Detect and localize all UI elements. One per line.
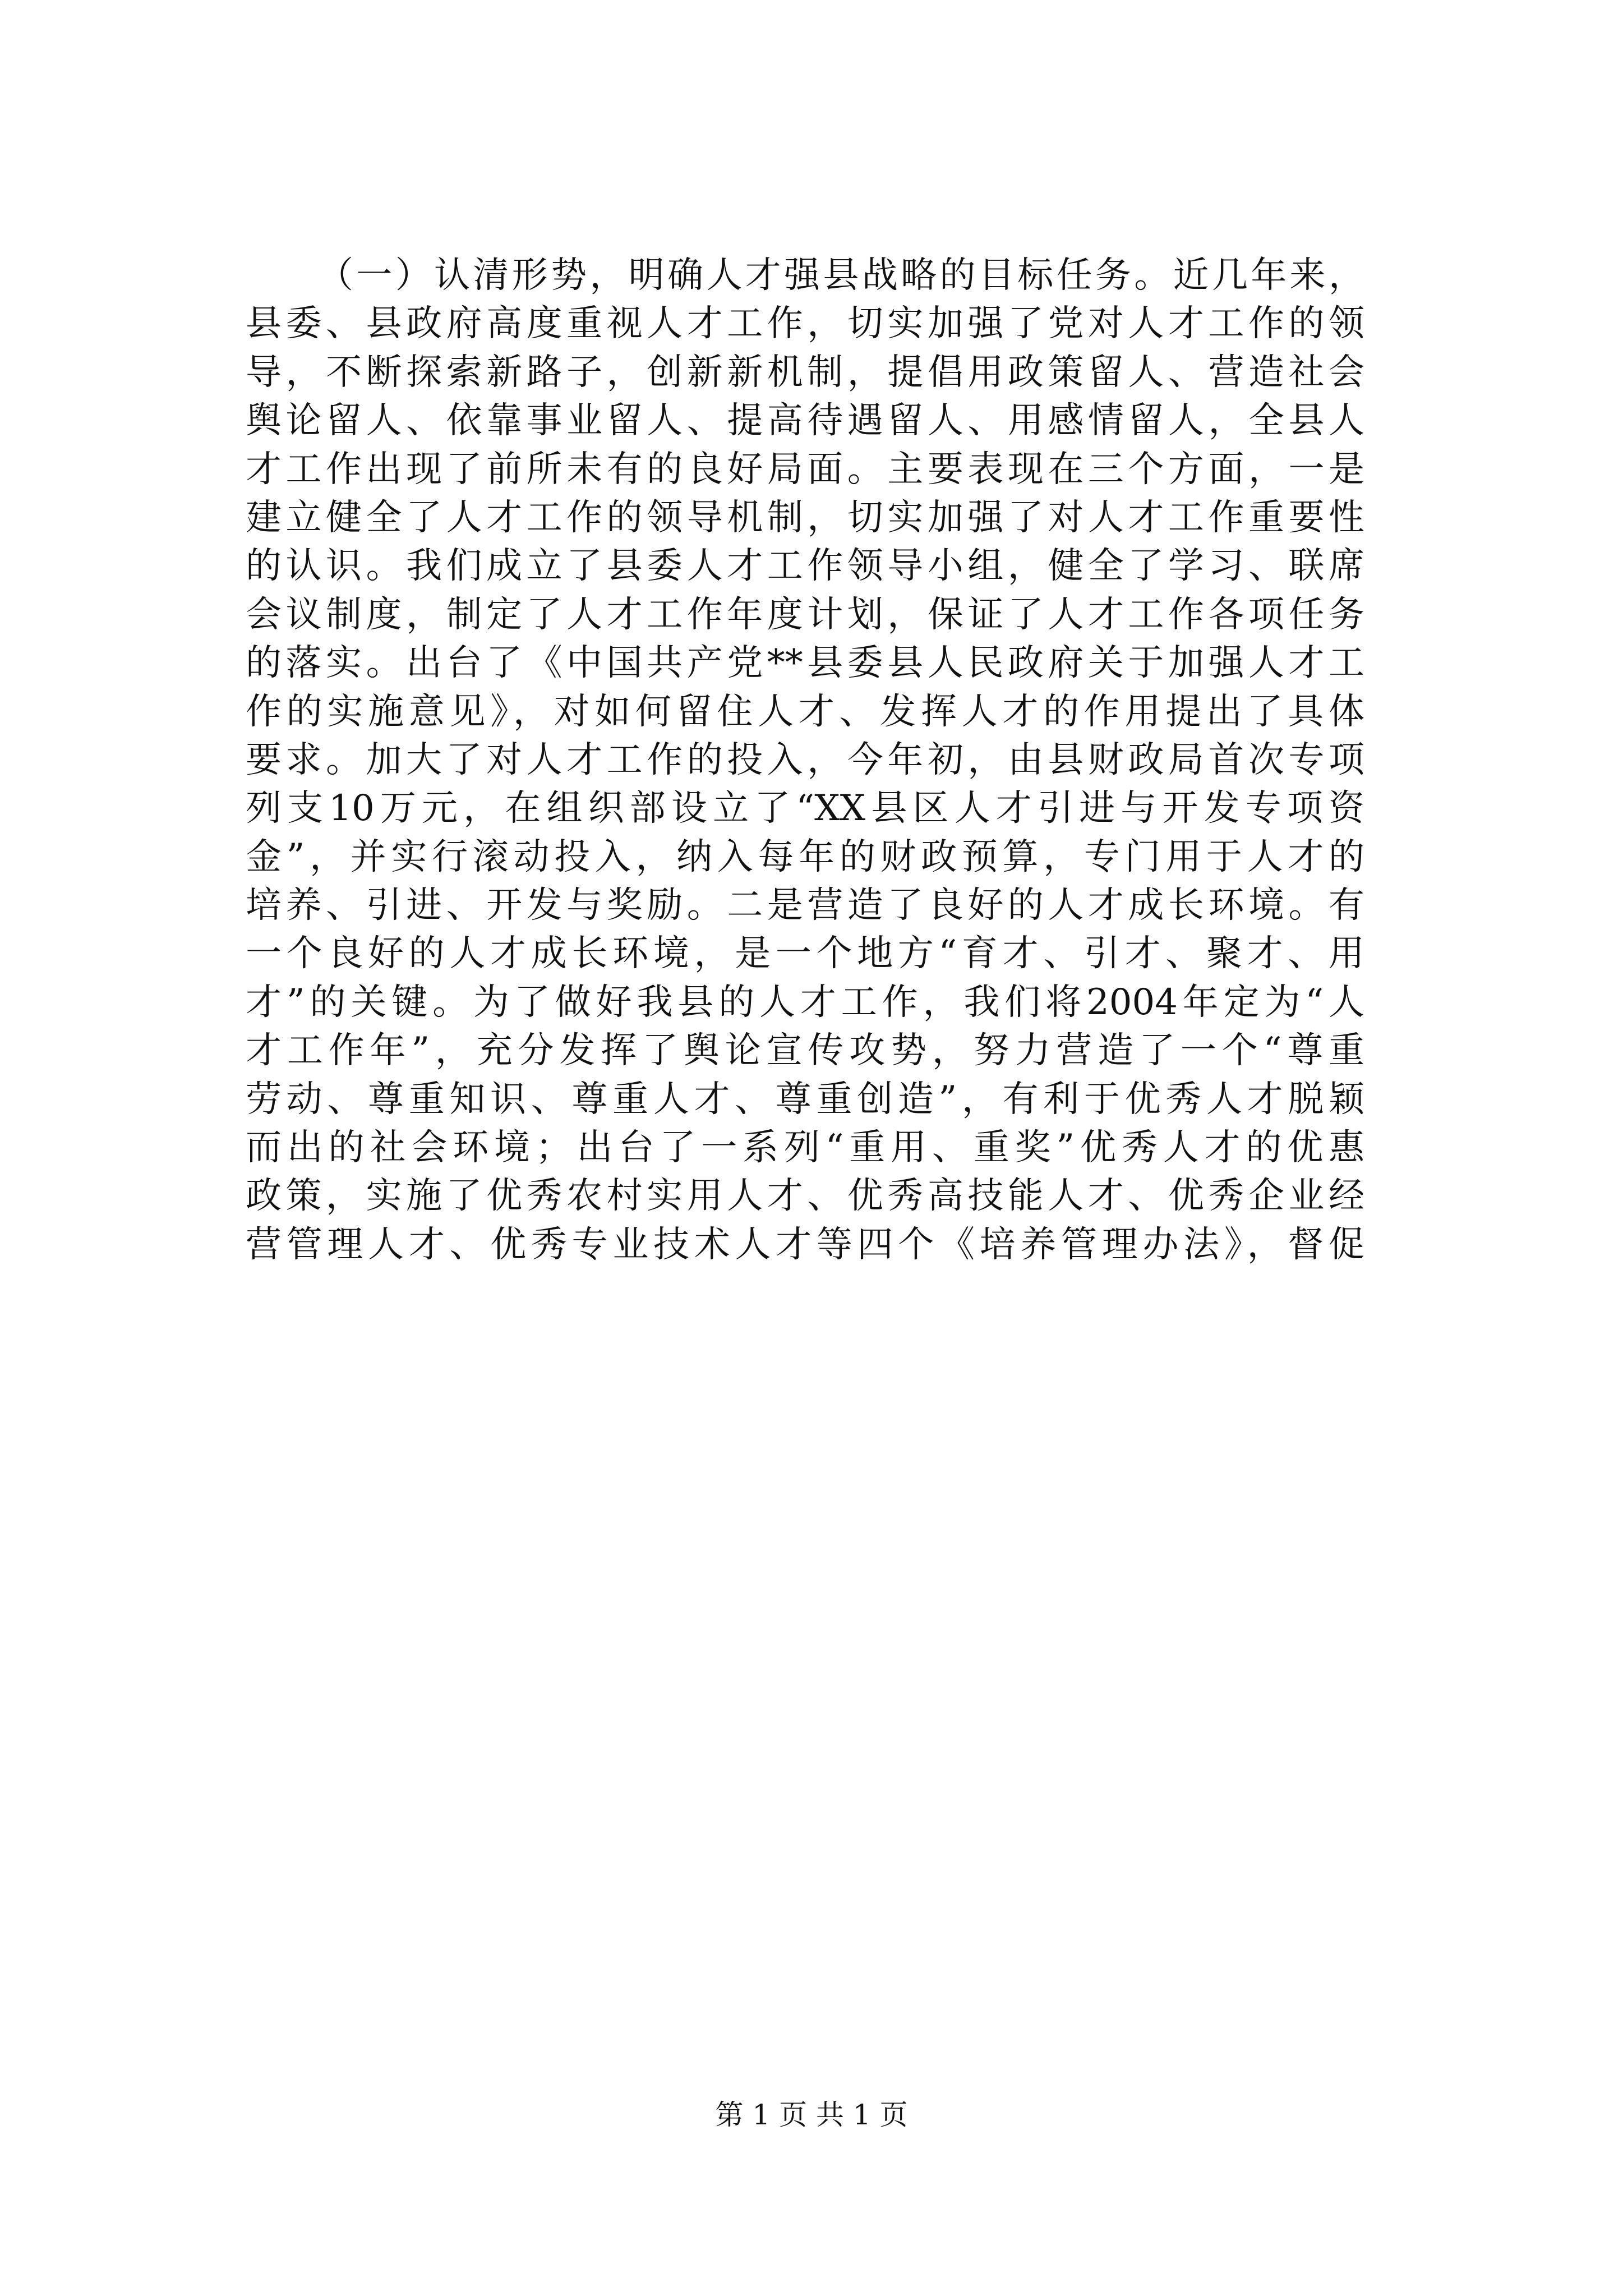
- paragraph-line: 培养、引进、开发与奖励。二是营造了良好的人才成长环境。有: [246, 885, 1364, 927]
- paragraph-line: 而出的社会环境；出台了一系列“重用、重奖”优秀人才的优惠: [246, 1127, 1364, 1169]
- paragraph-line: 要求。加大了对人才工作的投入，今年初，由县财政局首次专项: [246, 739, 1364, 781]
- paragraph-line: 导，不断探索新路子，创新新机制，提倡用政策留人、营造社会: [246, 351, 1364, 393]
- paragraph-line: 才工作年”，充分发挥了舆论宣传攻势，努力营造了一个“尊重: [246, 1030, 1364, 1072]
- paragraph-line: 建立健全了人才工作的领导机制，切实加强了对人才工作重要性: [246, 496, 1364, 539]
- page-number-footer: 第 1 页 共 1 页: [715, 2099, 908, 2131]
- paragraph-line: 营管理人才、优秀专业技术人才等四个《培养管理办法》，督促: [246, 1223, 1364, 1266]
- paragraph-line: 政策，实施了优秀农村实用人才、优秀高技能人才、优秀企业经: [246, 1175, 1364, 1217]
- paragraph-line: 的认识。我们成立了县委人才工作领导小组，健全了学习、联席: [246, 545, 1364, 587]
- paragraph-line: 劳动、尊重知识、尊重人才、尊重创造”，有利于优秀人才脱颖: [246, 1078, 1364, 1120]
- paragraph-line: 县委、县政府高度重视人才工作，切实加强了党对人才工作的领: [246, 303, 1364, 345]
- paragraph-line: 列支10万元，在组织部设立了“XX县区人才引进与开发专项资: [246, 788, 1364, 830]
- paragraph-line: 的落实。出台了《中国共产党**县委县人民政府关于加强人才工: [246, 642, 1364, 684]
- paragraph-line: 一个良好的人才成长环境，是一个地方“育才、引才、聚才、用: [246, 933, 1364, 975]
- paragraph-line: 会议制度，制定了人才工作年度计划，保证了人才工作各项任务: [246, 593, 1364, 636]
- paragraph-line: （一）认清形势，明确人才强县战略的目标任务。近几年来，: [317, 255, 1364, 296]
- paragraph-line: 舆论留人、依靠事业留人、提高待遇留人、用感情留人，全县人: [246, 400, 1364, 442]
- body-paragraph: [246, 251, 1364, 1269]
- paragraph-line: 才工作出现了前所未有的良好局面。主要表现在三个方面，一是: [246, 448, 1364, 490]
- paragraph-line: 金”，并实行滚动投入，纳入每年的财政预算，专门用于人才的: [246, 836, 1364, 878]
- paragraph-line: 才”的关键。为了做好我县的人才工作，我们将2004年定为“人: [246, 981, 1364, 1023]
- paragraph-line: 作的实施意见》，对如何留住人才、发挥人才的作用提出了具体: [246, 691, 1364, 733]
